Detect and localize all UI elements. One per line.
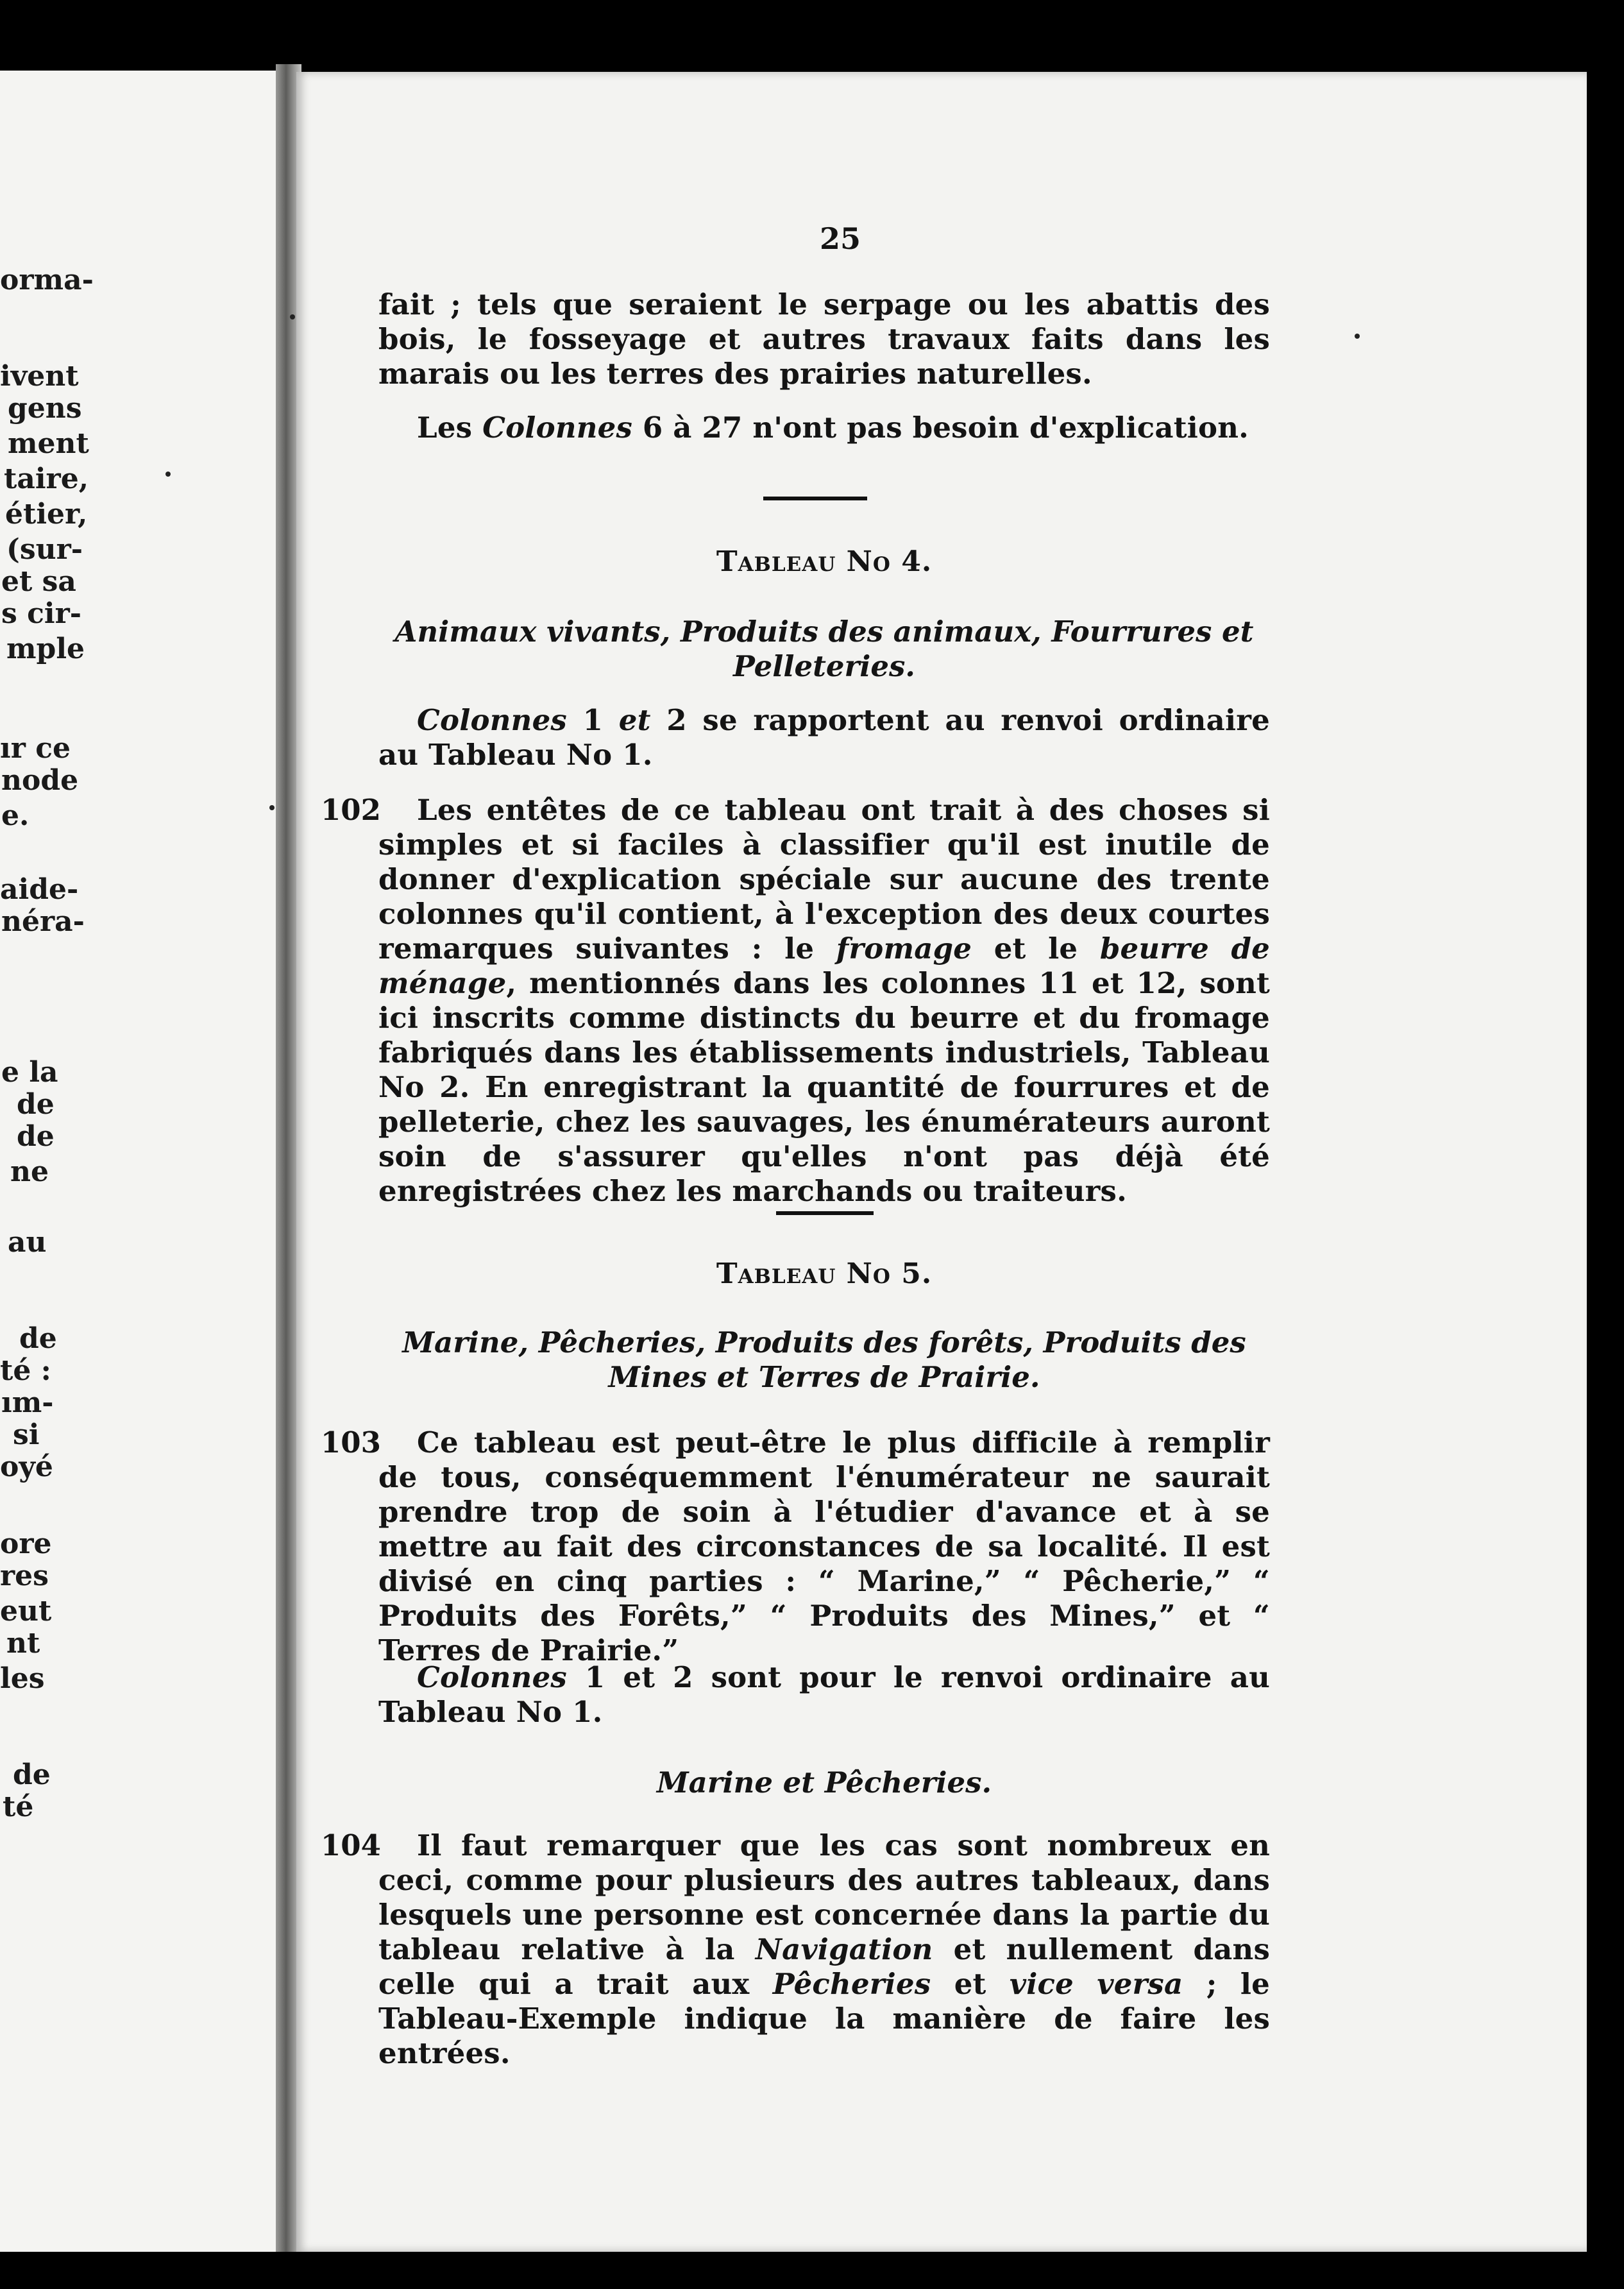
italic-term: fromage: [836, 932, 972, 966]
left-margin-fragment: ivent: [0, 360, 79, 393]
marine-peche-heading: Marine et Pêcheries.: [656, 1766, 992, 1800]
text: Il faut remarquer que les cas sont nombreux en ceci, comme pour plusieurs des autres tableaux, dans lesquels une personne est concernée dans la partie du tableau relative à la: [378, 1828, 1270, 1966]
scan-border-top: [0, 0, 1624, 77]
left-margin-fragment: de: [17, 1088, 55, 1121]
paragraph-intro: [378, 287, 1270, 391]
text: 1: [566, 703, 619, 737]
speck: [269, 805, 275, 810]
left-margin-fragment: té: [3, 1791, 34, 1823]
tableau-5-subtitle: Marine, Pêcheries, Produits des forêts, Produits des Mines et Terres de Prairie.: [402, 1325, 1246, 1394]
left-margin-fragment: ır ce: [0, 732, 71, 765]
text: Les entêtes de ce tableau ont trait à des choses si simples et si faciles à classifier qu'il est inutile de donner d'explication spéciale sur aucune des trente colonnes qu'il contient, à l'exception des deux courtes remarques suivantes : le: [378, 793, 1270, 966]
text: 6 à 27 n'ont pas besoin d'explication.: [632, 411, 1249, 445]
left-margin-fragment: oyé: [0, 1451, 53, 1483]
paragraph-103: [378, 1425, 1270, 1668]
left-margin-fragment: ım-: [1, 1386, 54, 1419]
text: , mentionnés dans les colonnes 11 et 12, sont ici inscrits comme distincts du beurre et du fromage fabriqués dans les établissements industriels, Tableau No 2. En enregistrant la quantité de fourrures et de pelleterie, chez les sauvages, les énumérateurs auront soin de s'assurer qu'elles n'ont pas déjà été enregistrées chez les marchands ou traiteurs.: [378, 966, 1270, 1208]
section-divider: [776, 1211, 874, 1215]
paragraph-number-103: 103: [321, 1425, 381, 1459]
left-margin-fragment: s cir-: [1, 597, 82, 630]
speck: [1355, 334, 1360, 339]
left-page: [0, 71, 282, 2252]
left-margin-fragment: et sa: [1, 565, 76, 598]
text: Les: [417, 411, 483, 445]
left-margin-fragment: les: [0, 1662, 45, 1695]
scan-border-bottom: [0, 2252, 1624, 2289]
left-margin-fragment: mple: [6, 633, 85, 665]
left-margin-fragment: té :: [0, 1354, 51, 1387]
left-margin-fragment: aide-: [0, 873, 79, 906]
paragraph-number-104: 104: [321, 1828, 381, 1862]
section-divider: [763, 497, 867, 500]
left-margin-fragment: e.: [1, 799, 30, 832]
left-margin-fragment: res: [0, 1560, 49, 1592]
paragraph-number-102: 102: [321, 793, 381, 827]
scan-border-right: [1587, 64, 1624, 2289]
text: et le: [972, 932, 1100, 966]
left-margin-fragment: gens: [8, 392, 82, 425]
text: 1 et 2 sont pour le renvoi ordinaire au Tableau No 1.: [378, 1660, 1270, 1729]
tableau-4-subtitle: Animaux vivants, Produits des animaux, Fourrures et Pelleteries.: [394, 615, 1254, 683]
text: et nullement dans celle qui a trait aux: [378, 1932, 1270, 2001]
left-margin-fragment: nt: [6, 1627, 40, 1660]
paragraph-colonnes-1-2: [378, 703, 1270, 772]
italic-term: Colonnes: [417, 1660, 567, 1694]
tableau-4-title: Tableau No 4.: [716, 545, 933, 578]
paragraph-colonnes-6-27: [378, 411, 1270, 445]
text: 2 se rapportent au renvoi ordinaire au Tableau No 1.: [378, 703, 1270, 772]
left-margin-fragment: si: [13, 1418, 40, 1451]
left-margin-fragment: néra-: [1, 905, 85, 938]
left-margin-fragment: orma-: [0, 264, 94, 296]
paragraph-102: [378, 793, 1270, 1209]
page-number: 25: [819, 221, 861, 256]
italic-term: et: [618, 703, 651, 737]
left-margin-fragment: ment: [8, 427, 89, 460]
left-margin-fragment: au: [8, 1226, 47, 1259]
left-margin-fragment: node: [1, 764, 79, 797]
left-margin-fragment: de: [17, 1120, 55, 1153]
left-margin-fragment: (sur-: [6, 533, 83, 566]
left-margin-fragment: de: [13, 1758, 51, 1791]
paragraph-colonnes-tableau-5: [378, 1660, 1270, 1730]
italic-term: Pêcheries: [772, 1967, 931, 2001]
italic-term: Colonnes: [482, 411, 633, 445]
left-margin-fragment: ore: [0, 1527, 52, 1560]
speck: [165, 472, 171, 477]
italic-term: vice versa: [1009, 1967, 1183, 2001]
intro-text: fait ; tels que seraient le serpage ou les abattis des bois, le fosseyage et autres travaux faits dans les marais ou les terres des prairies naturelles.: [378, 287, 1270, 391]
left-margin-fragment: de: [19, 1322, 57, 1355]
left-margin-fragment: ne: [10, 1155, 49, 1188]
speck: [290, 314, 295, 319]
italic-term: beurre de ménage: [378, 932, 1271, 1000]
left-margin-fragment: taire,: [4, 463, 89, 495]
italic-term: Colonnes: [417, 703, 567, 737]
left-margin-fragment: e la: [1, 1056, 58, 1089]
left-margin-fragment: étier,: [5, 498, 88, 531]
tableau-5-title: Tableau No 5.: [716, 1257, 933, 1290]
text: Ce tableau est peut-être le plus difficile à remplir de tous, conséquemment l'énumérateur ne saurait prendre trop de soin à l'étudier d'avance et à se mettre au fait des circonstances de sa localité. Il est divisé en cinq parties : “ Marine,” “ Pêcherie,” “ Produits des Forêts,” “ Produits des Mines,” et “ Terres de Prairie.”: [378, 1425, 1270, 1667]
left-margin-fragment: eut: [0, 1595, 52, 1628]
text: et: [931, 1967, 1010, 2001]
paragraph-104: [378, 1828, 1270, 2071]
italic-term: Navigation: [755, 1932, 933, 1966]
text: ; le Tableau-Exemple indique la manière de faire les entrées.: [378, 1967, 1270, 2070]
